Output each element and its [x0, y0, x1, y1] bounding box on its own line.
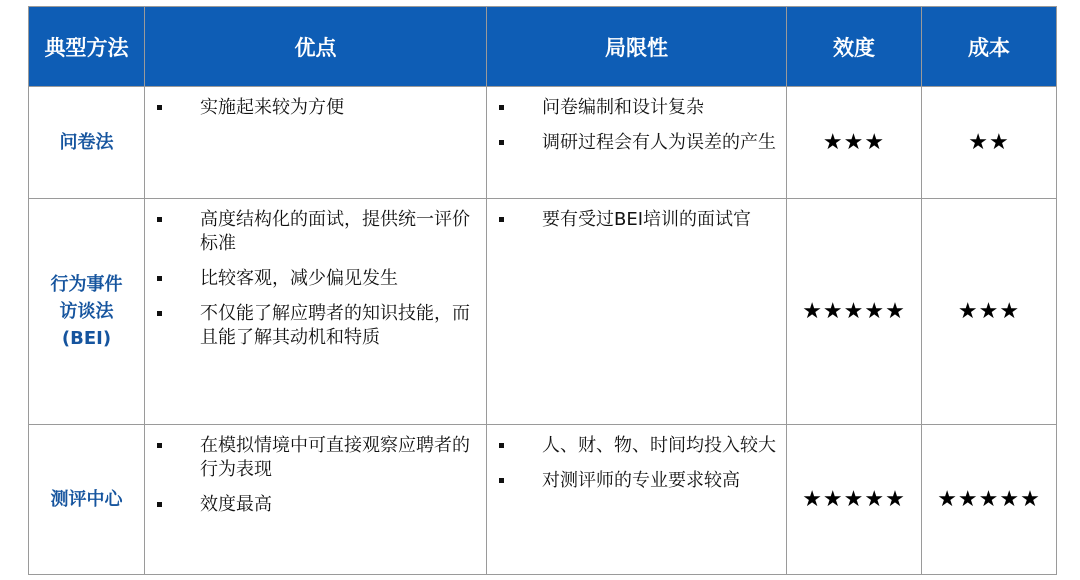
table-row [29, 425, 1057, 575]
cost-rating: ★★★★★ [922, 425, 1057, 575]
advantage-item: 在模拟情境中可直接观察应聘者的行为表现 [145, 434, 476, 482]
advantage-item: 不仅能了解应聘者的知识技能，而且能了解其动机和特质 [145, 302, 476, 350]
table-row [29, 199, 1057, 425]
advantages-cell [145, 425, 487, 575]
advantage-item: 实施起来较为方便 [145, 96, 476, 120]
method-name [29, 199, 145, 425]
limitation-item: 对测评师的专业要求较高 [487, 469, 776, 493]
header-cost: 成本 [922, 7, 1057, 87]
cost-rating: ★★★ [922, 199, 1057, 425]
method-name: 问卷法 [29, 87, 145, 199]
header-validity: 效度 [787, 7, 922, 87]
validity-rating: ★★★★★ [787, 199, 922, 425]
advantages-cell [145, 87, 487, 199]
limitation-item: 调研过程会有人为误差的产生 [487, 131, 776, 155]
validity-rating: ★★★★★ [787, 425, 922, 575]
header-limitations: 局限性 [487, 7, 787, 87]
validity-rating: ★★★ [787, 87, 922, 199]
table-row [29, 87, 1057, 199]
limitations-cell [487, 199, 787, 425]
methods-comparison-table [28, 6, 1057, 575]
limitations-cell [487, 87, 787, 199]
advantages-cell [145, 199, 487, 425]
limitation-item: 要有受过BEI培训的面试官 [487, 208, 776, 232]
limitation-item: 问卷编制和设计复杂 [487, 96, 776, 120]
header-method: 典型方法 [29, 7, 145, 87]
method-name-text: 行为事件访谈法(BEI) [50, 274, 123, 349]
advantage-item: 高度结构化的面试，提供统一评价标准 [145, 208, 476, 256]
advantage-item: 比较客观，减少偏见发生 [145, 267, 476, 291]
header-row [29, 7, 1057, 87]
method-name: 测评中心 [29, 425, 145, 575]
limitations-cell [487, 425, 787, 575]
cost-rating: ★★ [922, 87, 1057, 199]
header-advantages: 优点 [145, 7, 487, 87]
limitation-item: 人、财、物、时间均投入较大 [487, 434, 776, 458]
advantage-item: 效度最高 [145, 493, 476, 517]
